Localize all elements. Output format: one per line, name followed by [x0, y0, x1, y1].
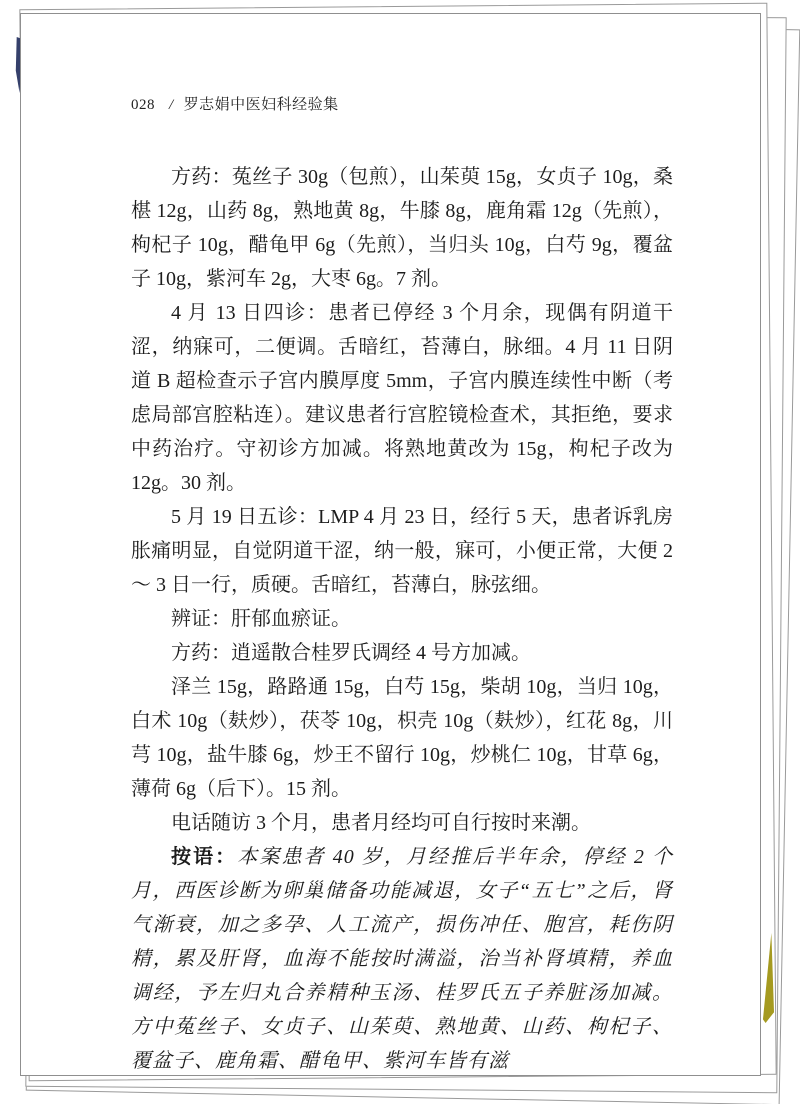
main-page [20, 13, 761, 1076]
header-separator: / [169, 97, 174, 113]
paragraph-diagnosis: 辨证：肝郁血瘀证。 [171, 608, 351, 630]
page-body [131, 160, 673, 1078]
paragraph-followup: 电话随访 3 个月，患者月经均可自行按时来潮。 [171, 812, 591, 834]
paragraph-visit-4: 4 月 13 日四诊：患者已停经 3 个月余，现偶有阴道干涩，纳寐可，二便调。舌暗红，苔薄白，脉细。4 月 11 日阴道 B 超检查示子宫内膜厚度 5mm，子宫内膜连续性中断（考虑局部宫腔粘连）。建议患者行宫腔镜检查术，其拒绝，要求中药治疗。守初诊方加减。将熟地黄改为 15g，枸杞子改为 12g。30 剂。 [131, 302, 673, 494]
paragraph-formula: 方药：逍遥散合桂罗氏调经 4 号方加减。 [171, 642, 531, 664]
paragraph-annotation [131, 840, 673, 1078]
page-header [131, 93, 671, 114]
annotation-label: 按语： [171, 846, 238, 868]
paragraph-prescription-2: 泽兰 15g，路路通 15g，白芍 15g，柴胡 10g，当归 10g，白术 10g（麸炒），茯苓 10g，枳壳 10g（麸炒），红花 8g，川芎 10g，盐牛膝 6g，炒王不留行 10g，炒桃仁 10g，甘草 6g，薄荷 6g（后下）。15 剂。 [131, 676, 673, 800]
annotation-text: 本案患者 40 岁，月经推后半年余，停经 2 个月，西医诊断为卵巢储备功能减退，女子“五七”之后，肾气渐衰，加之多孕、人工流产，损伤冲任、胞宫，耗伤阴精，累及肝肾，血海不能按时满溢，治当补肾填精，养血调经，予左归丸合养精种玉汤、桂罗氏五子养脏汤加减。方中菟丝子、女贞子、山茱萸、熟地黄、山药、枸杞子、覆盆子、鹿角霜、醋龟甲、紫河车皆有滋 [131, 846, 674, 1072]
page-number: 028 [131, 97, 155, 113]
paragraph-visit-5: 5 月 19 日五诊：LMP 4 月 23 日，经行 5 天，患者诉乳房胀痛明显，自觉阴道干涩，纳一般，寐可，小便正常，大便 2 ～ 3 日一行，质硬。舌暗红，苔薄白，脉弦细。 [131, 506, 673, 596]
paragraph-prescription-1: 方药：菟丝子 30g（包煎），山茱萸 15g，女贞子 10g，桑椹 12g，山药 8g，熟地黄 8g，牛膝 8g，鹿角霜 12g（先煎），枸杞子 10g，醋龟甲 6g（先煎），当归头 10g，白芍 9g，覆盆子 10g，紫河车 2g，大枣 6g。7 剂。 [131, 166, 673, 290]
book-title: 罗志娟中医妇科经验集 [183, 97, 339, 113]
